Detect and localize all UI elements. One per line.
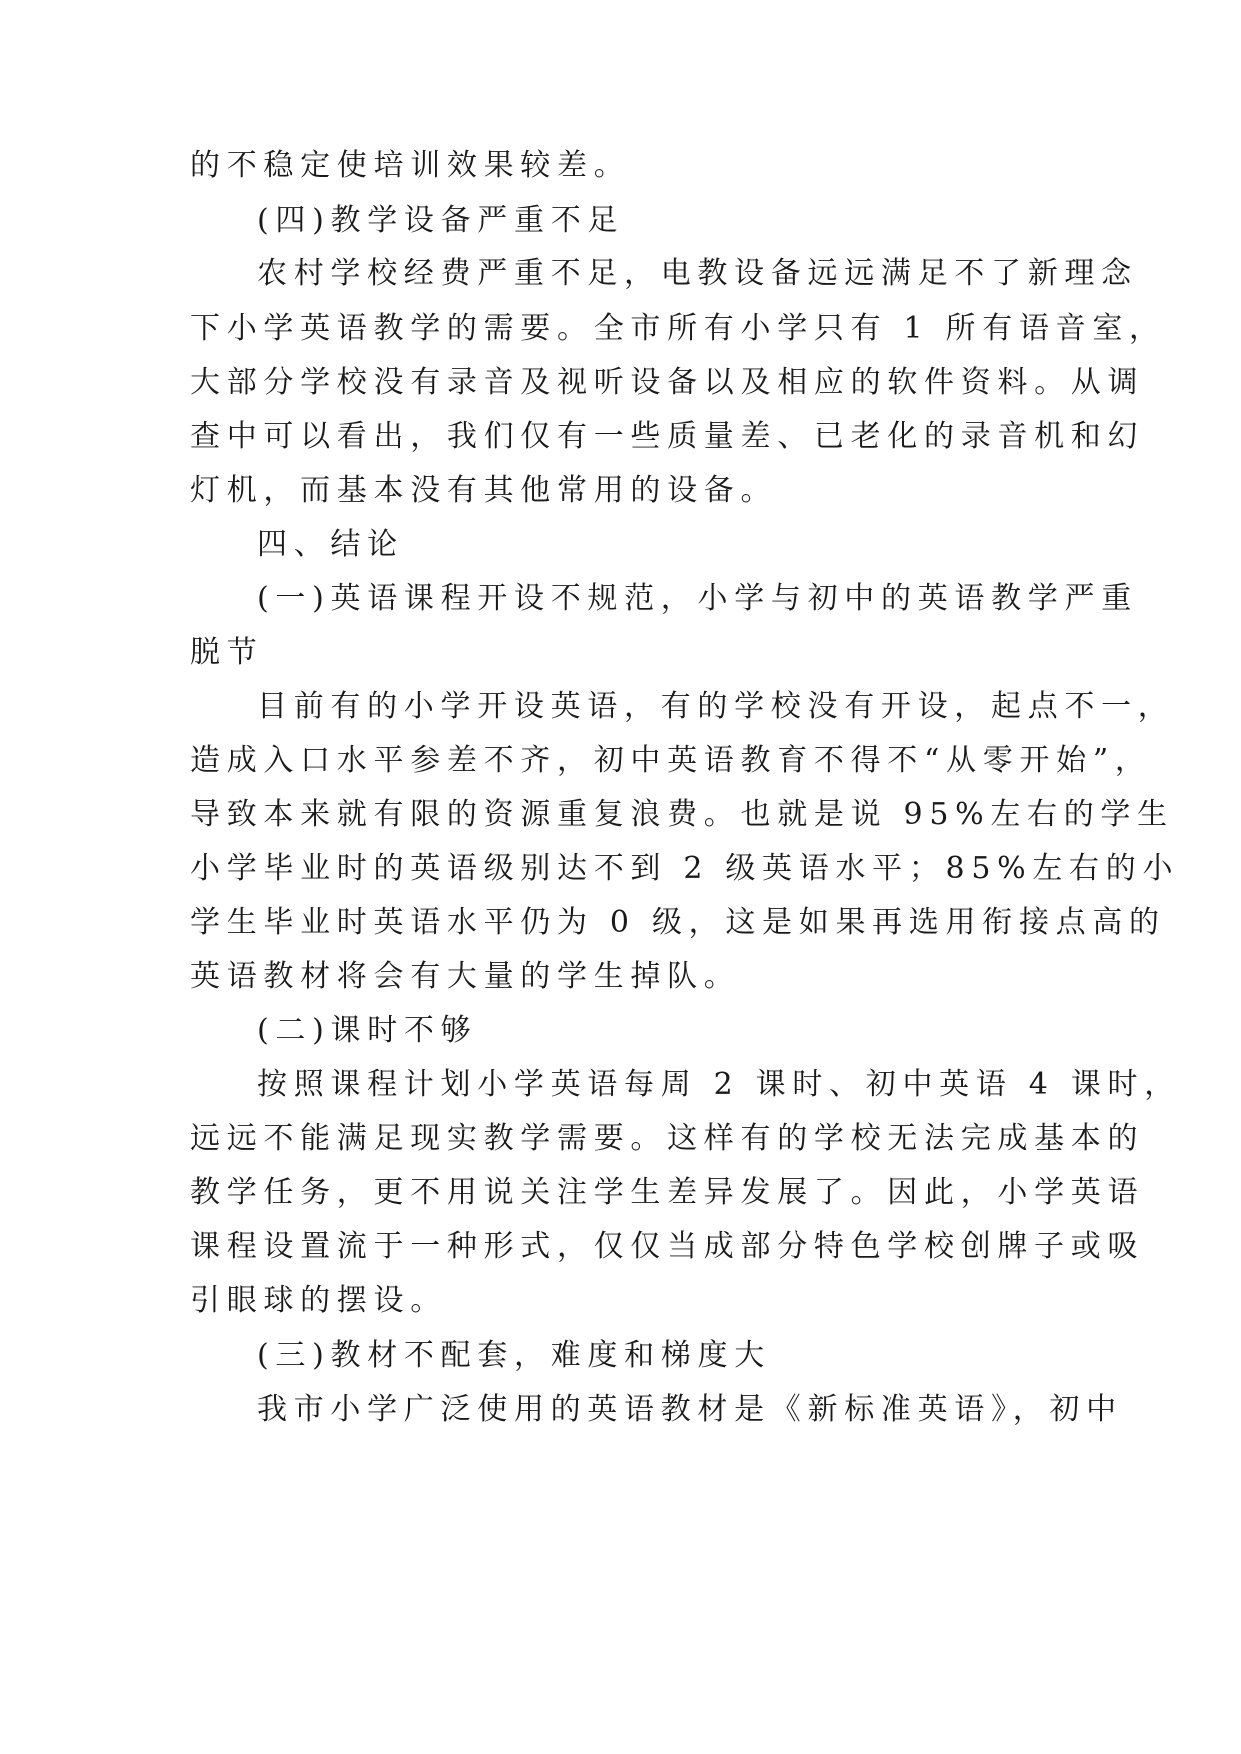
paragraph-line: 学生毕业时英语水平仍为 0 级，这是如果再选用衔接点高的: [190, 905, 1166, 940]
paragraph-line: 下小学英语教学的需要。全市所有小学只有 1 所有语音室，: [190, 311, 1166, 346]
paragraph-line: 目前有的小学开设英语，有的学校没有开设，起点不一，: [257, 689, 1175, 724]
paragraph-line: 导致本来就有限的资源重复浪费。也就是说 95%左右的学生: [190, 797, 1174, 832]
paragraph-line: 课程设置流于一种形式，仅仅当成部分特色学校创牌子或吸: [190, 1229, 1145, 1264]
paragraph-line: 灯机，而基本没有其他常用的设备。: [190, 473, 778, 508]
paragraph-line: 查中可以看出，我们仅有一些质量差、已老化的录音机和幻: [190, 419, 1145, 454]
section-heading: (四)教学设备严重不足: [257, 203, 625, 238]
paragraph-line: 造成入口水平参差不齐，初中英语教育不得不“从零开始”，: [190, 743, 1152, 778]
paragraph-line: 的不稳定使培训效果较差。: [190, 148, 631, 183]
paragraph-line: 英语教材将会有大量的学生掉队。: [190, 959, 741, 994]
section-heading: (二)课时不够: [257, 1013, 478, 1048]
paragraph-line: 农村学校经费严重不足，电教设备远远满足不了新理念: [257, 256, 1138, 291]
paragraph-line: 我市小学广泛使用的英语教材是《新标准英语》，初中: [257, 1392, 1123, 1427]
paragraph-line: 按照课程计划小学英语每周 2 课时、初中英语 4 课时，: [257, 1067, 1181, 1102]
section-heading: (三)教材不配套，难度和梯度大: [257, 1338, 771, 1373]
section-heading: 四、结论: [257, 527, 404, 562]
paragraph-line: 大部分学校没有录音及视听设备以及相应的软件资料。从调: [190, 365, 1145, 400]
section-heading: 脱节: [190, 635, 264, 670]
paragraph-line: 小学毕业时的英语级别达不到 2 级英语水平；85%左右的小: [190, 851, 1180, 886]
paragraph-line: 教学任务，更不用说关注学生差异发展了。因此，小学英语: [190, 1175, 1145, 1210]
section-heading: (一)英语课程开设不规范，小学与初中的英语教学严重: [257, 581, 1138, 616]
paragraph-line: 引眼球的摆设。: [190, 1283, 447, 1318]
paragraph-line: 远远不能满足现实教学需要。这样有的学校无法完成基本的: [190, 1121, 1145, 1156]
